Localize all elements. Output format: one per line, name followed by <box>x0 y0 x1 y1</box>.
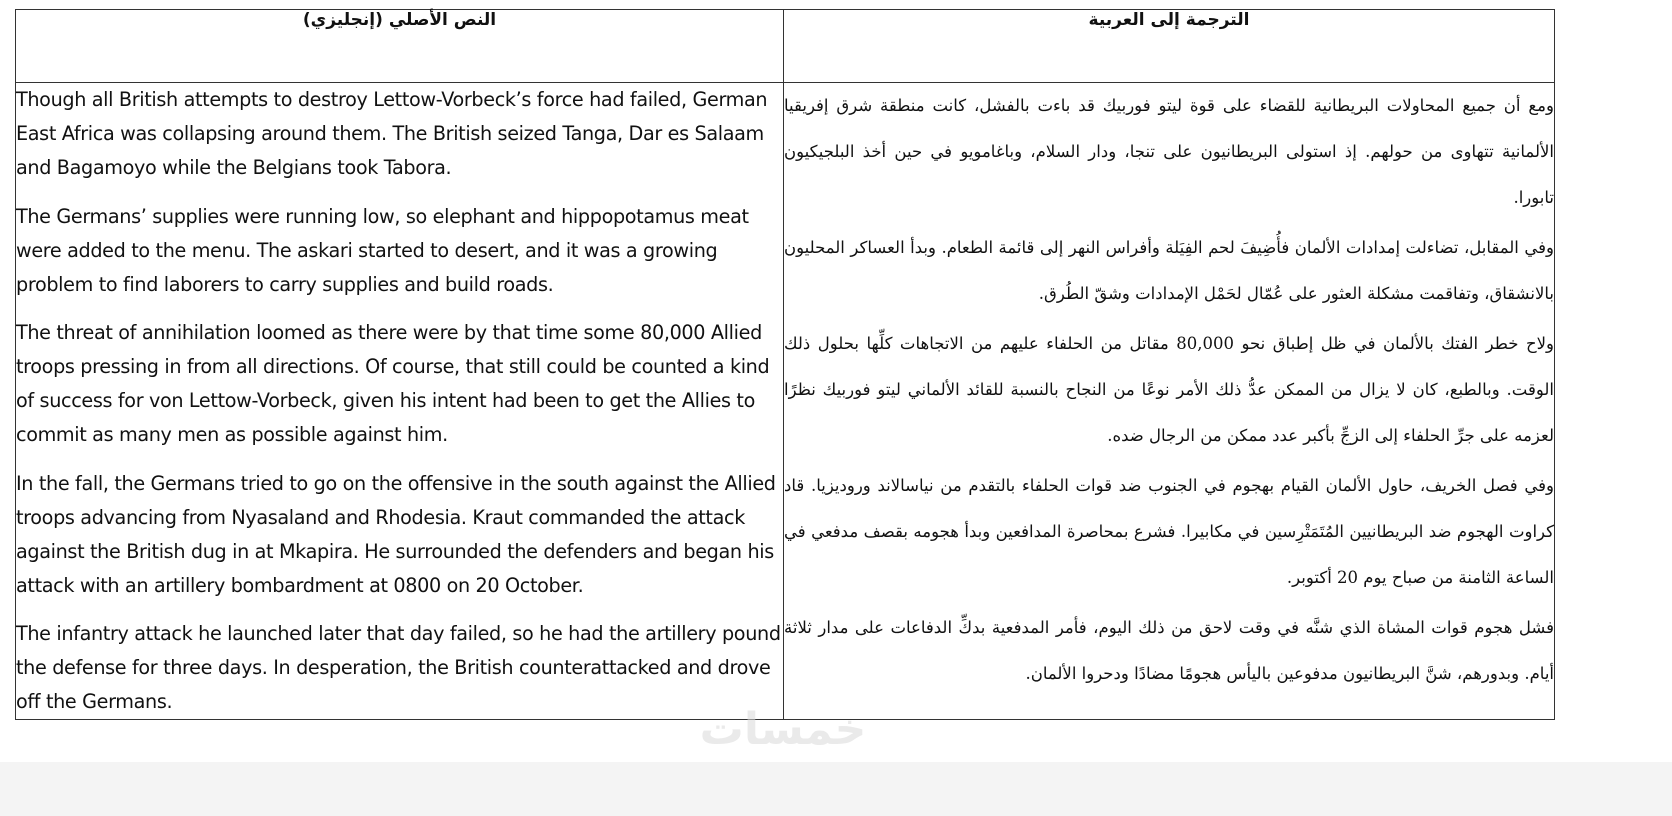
translation-table <box>15 9 1555 720</box>
english-paragraph: The infantry attack he launched later that day failed, so he had the artillery pound the defense for three days. In desperation, the British counterattacked and drove off the Germans. <box>16 622 781 713</box>
arabic-paragraph: ولاح خطر الفتك بالألمان في ظل إطباق نحو 80,000 مقاتل من الحلفاء عليهم من الاتجاهات كلِّها بحلول ذلك الوقت. وبالطبع، كان لا يزال من الممكن عدُّ ذلك الأمر نوعًا من النجاح بالنسبة للقائد الألماني ليتو فوربيك نظرًا لعزمه على جرِّ الحلفاء إلى الزجِّ بأكبر عدد ممكن من الرجال ضده. <box>784 334 1554 445</box>
arabic-text-cell <box>784 83 1555 720</box>
english-text-cell <box>16 83 784 720</box>
header-original-label: النص الأصلي (إنجليزي) <box>302 10 497 30</box>
header-translation-label: الترجمة إلى العربية <box>1088 10 1250 30</box>
english-paragraph: The Germans’ supplies were running low, so elephant and hippopotamus meat were added to the menu. The askari started to desert, and it was a growing problem to find laborers to carry supplies and build roads. <box>16 204 749 296</box>
arabic-paragraph: فشل هجوم قوات المشاة الذي شنَّه في وقت لاحق من ذلك اليوم، فأمر المدفعية بدكِّ الدفاعات على مدار ثلاثة أيام. وبدورهم، شنَّ البريطانيون مدفوعين باليأس هجومًا مضادًا ودحروا الألمان. <box>784 618 1554 683</box>
arabic-paragraph: ومع أن جميع المحاولات البريطانية للقضاء على قوة ليتو فوربيك قد باءت بالفشل، كانت منطقة شرق إفريقيا الألمانية تتهاوى من حولهم. إذ استولى البريطانيون على تنجا، ودار السلام، وباغامويو في حين أخذ البلجيكيون تابورا. <box>784 96 1554 207</box>
table-body-row <box>16 83 1555 720</box>
arabic-paragraph: وفي المقابل، تضاءلت إمدادات الألمان فأُضِيفَ لحم الفِيَلة وأفراس النهر إلى قائمة الطعام. وبدأ العساكر المحليون بالانشقاق، وتفاقمت مشكلة العثور على عُمّال لحَمْل الإمدادات وشقّ الطُرق. <box>784 238 1554 303</box>
header-original-text <box>16 10 784 83</box>
english-paragraph: In the fall, the Germans tried to go on the offensive in the south against the Allied troops advancing from Nyasaland and Rhodesia. Kraut commanded the attack against the British dug in at Mkapira. He surrounded the defenders and began his attack with an artillery bombardment at 0800 on 20 October. <box>16 471 776 597</box>
header-arabic-translation <box>784 10 1555 83</box>
table-header-row <box>16 10 1555 83</box>
english-paragraph: Though all British attempts to destroy Lettow-Vorbeck’s force had failed, German East Africa was collapsing around them. The British seized Tanga, Dar es Salaam and Bagamoyo while the Belgians took Tabora. <box>16 88 768 179</box>
arabic-paragraph: وفي فصل الخريف، حاول الألمان القيام بهجوم في الجنوب ضد قوات الحلفاء بالتقدم من نياسالاند وروديزيا. قاد كراوت الهجوم ضد البريطانيين المُتَمَتْرِسين في مكابيرا. فشرع بمحاصرة المدافعين وبدأ هجومه بقصف مدفعي في الساعة الثامنة من صباح يوم 20 أكتوبر. <box>784 476 1554 587</box>
page-bottom-strip <box>0 762 1672 816</box>
watermark-logo: خمسات <box>699 704 867 755</box>
english-paragraph: The threat of annihilation loomed as there were by that time some 80,000 Allied troops pressing in from all directions. Of course, that still could be counted a kind of success for von Lettow-Vorbeck, given his intent had been to get the Allies to commit as many men as possible against him. <box>16 321 770 446</box>
